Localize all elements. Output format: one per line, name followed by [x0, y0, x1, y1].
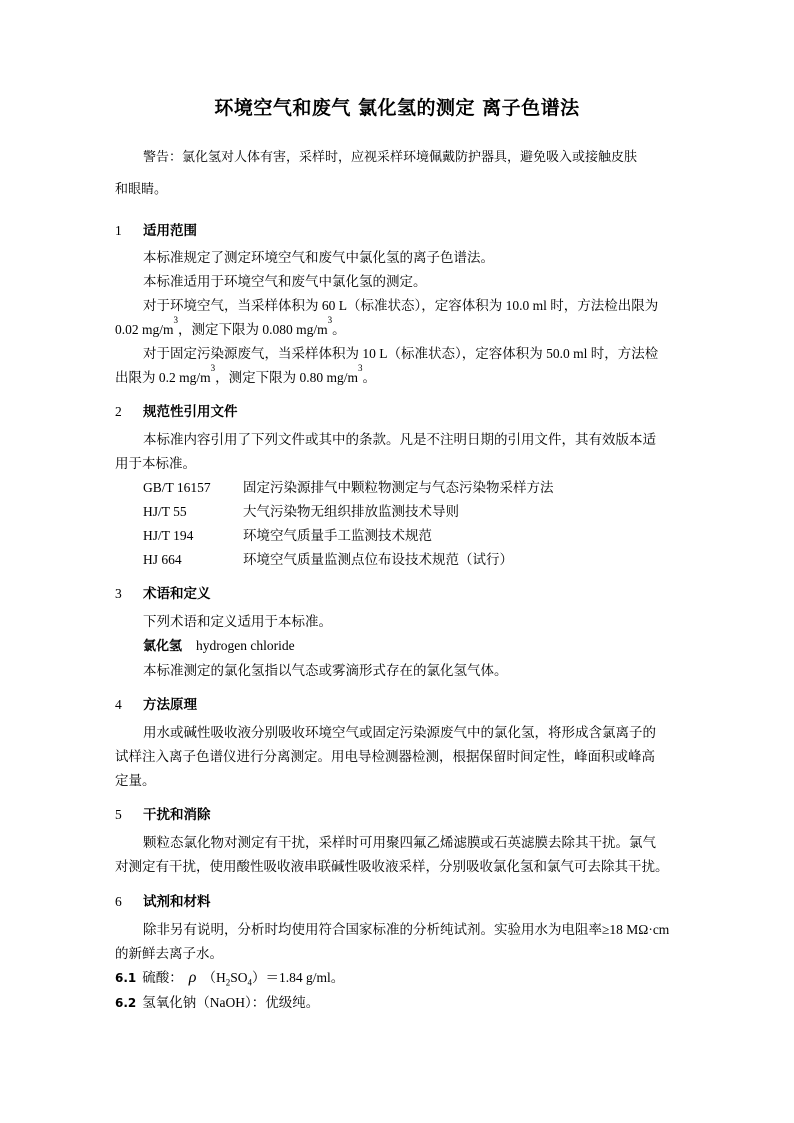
s3-paragraph-1: 下列术语和定义适用于本标准。: [143, 614, 332, 629]
s1-paragraph-3-line-1: 对于环境空气，当采样体积为 60 L（标准状态），定容体积为 10.0 ml 时，方法检出限为: [143, 298, 659, 313]
s5-line-2: 对测定有干扰，使用酸性吸收液串联碱性吸收液采样，分别吸收氯化氢和氯气可去除其干扰。: [115, 859, 669, 874]
s4-line-2: 试样注入离子色谱仪进行分离测定。用电导检测器检测，根据保留时间定性，峰面积或峰高: [115, 749, 655, 764]
reference-item: HJ/T 194 环境空气质量手工监测技术规范: [143, 528, 432, 543]
section-1-heading: 1 适用范围: [115, 223, 197, 239]
section-3-heading: 3 术语和定义: [115, 586, 211, 602]
section-2-heading: 2 规范性引用文件: [115, 404, 238, 420]
term-entry: [143, 635, 295, 654]
reagent-item-6-1: 6.1 硫酸： ρ $(H_2SO_4)=1.84$ g/ml。: [115, 969, 345, 988]
s2-paragraph-line-1: 本标准内容引用了下列文件或其中的条款。凡是不注明日期的引用文件，其有效版本适: [143, 432, 656, 447]
reference-item: HJ 664 环境空气质量监测点位布设技术规范（试行）: [143, 552, 513, 567]
warning-line-2: 和眼睛。: [115, 182, 168, 197]
rho-symbol: ρ: [188, 969, 197, 986]
s1-paragraph-3-line-2: 0.02 $mg/m^3$，测定下限为 0.080 $mg/m^3$。: [115, 315, 346, 337]
document-title: 环境空气和废气 氯化氢的测定 离子色谱法: [214, 97, 580, 119]
section-6-heading: 6 试剂和材料: [115, 894, 211, 910]
s3-paragraph-2: 本标准测定的氯化氢指以气态或雾滴形式存在的氯化氢气体。: [143, 663, 508, 678]
s6-line-2: 的新鲜去离子水。: [115, 946, 223, 961]
section-5-heading: 5 干扰和消除: [115, 807, 211, 823]
s2-paragraph-line-2: 用于本标准。: [115, 456, 196, 471]
s1-paragraph-1: 本标准规定了测定环境空气和废气中氯化氢的离子色谱法。: [143, 250, 494, 265]
s1-paragraph-4-line-1: 对于固定污染源废气，当采样体积为 10 L（标准状态），定容体积为 50.0 ml 时，方法检: [143, 346, 659, 361]
term-chinese: 氯化氢: [143, 639, 183, 654]
reference-item: GB/T 16157 固定污染源排气中颗粒物测定与气态污染物采样方法: [143, 480, 554, 495]
s5-line-1: 颗粒态氯化物对测定有干扰，采样时可用聚四氟乙烯滤膜或石英滤膜去除其干扰。氯气: [143, 835, 656, 850]
s4-line-3: 定量。: [115, 773, 156, 788]
s1-paragraph-4-line-2: 出限为 0.2 $mg/m^3$，测定下限为 0.80 $mg/m^3$。: [115, 363, 377, 385]
s1-paragraph-2: 本标准适用于环境空气和废气中氯化氢的测定。: [143, 274, 427, 289]
s4-line-1: 用水或碱性吸收液分别吸收环境空气或固定污染源废气中的氯化氢，将形成含氯离子的: [143, 725, 656, 740]
reference-item: HJ/T 55 大气污染物无组织排放监测技术导则: [143, 504, 459, 519]
s6-line-1: 除非另有说明，分析时均使用符合国家标准的分析纯试剂。实验用水为电阻率≥18 MΩ·cm: [143, 922, 670, 937]
section-4-heading: 4 方法原理: [115, 697, 197, 713]
reagent-item-6-2: 6.2 氢氧化钠（NaOH）：优级纯。: [115, 995, 320, 1010]
warning-line-1: 警告：氯化氢对人体有害，采样时，应视采样环境佩戴防护器具，避免吸入或接触皮肤: [143, 150, 638, 165]
term-english: hydrogen chloride: [196, 638, 295, 653]
